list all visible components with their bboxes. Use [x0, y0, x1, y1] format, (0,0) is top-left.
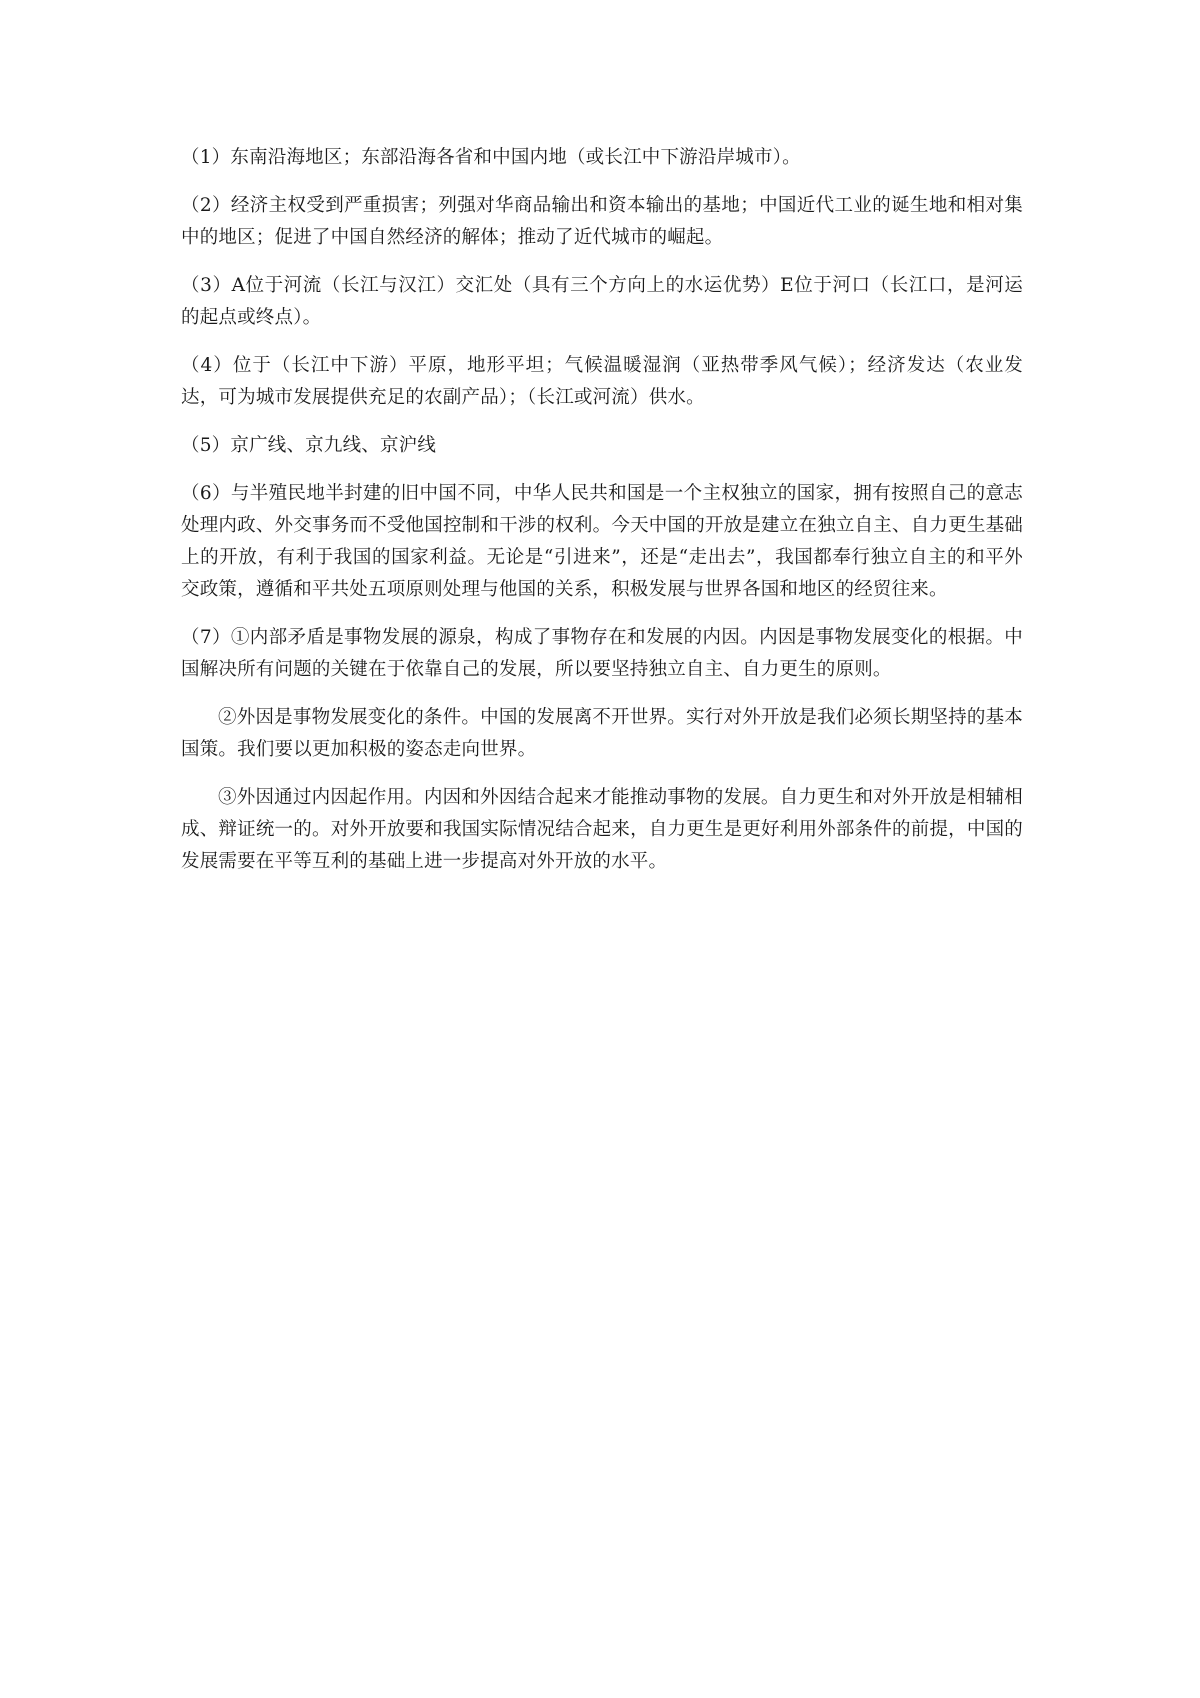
answer-text: 与半殖民地半封建的旧中国不同，中华人民共和国是一个主权独立的国家，拥有按照自己的意志处理内政、外交事务而不受他国控制和干涉的权利。今天中国的开放是建立在独立自主、自力更生基础上的开放，有利于我国的国家利益。无论是“引进来”，还是“走出去”，我国都奉行独立自主的和平外交政策，遵循和平共处五项原则处理与他国的关系，积极发展与世界各国和地区的经贸往来。	[181, 483, 1024, 600]
answer-label: （2）	[181, 195, 231, 216]
answer-document	[181, 142, 1023, 894]
answer-3	[181, 270, 1023, 334]
answer-5	[181, 430, 1023, 462]
answer-text: 东南沿海地区；东部沿海各省和中国内地（或长江中下游沿岸城市）。	[230, 147, 801, 168]
answer-text: 经济主权受到严重损害；列强对华商品输出和资本输出的基地；中国近代工业的诞生地和相对集中的地区；促进了中国自然经济的解体；推动了近代城市的崛起。	[181, 195, 1024, 248]
answer-label: （3）	[181, 275, 232, 296]
answer-6	[181, 478, 1023, 606]
answer-text: A位于河流（长江与汉江）交汇处（具有三个方向上的水运优势）E位于河口（长江口，是河运的起点或终点）。	[181, 275, 1023, 328]
answer-text: 位于（长江中下游）平原，地形平坦；气候温暖湿润（亚热带季风气候）；经济发达（农业发达，可为城市发展提供充足的农副产品）；（长江或河流）供水。	[181, 355, 1023, 408]
answer-text: 京广线、京九线、京沪线	[230, 435, 437, 456]
answer-label: （4）	[181, 355, 233, 376]
answer-4	[181, 350, 1023, 414]
answer-label: （1）	[181, 147, 231, 168]
answer-2	[181, 190, 1023, 254]
answer-label: （6）	[181, 483, 231, 504]
answer-7	[181, 622, 1023, 686]
answer-1	[181, 142, 1023, 174]
answer-7-point-3: ③外因通过内因起作用。内因和外因结合起来才能推动事物的发展。自力更生和对外开放是相辅相成、辩证统一的。对外开放要和我国实际情况结合起来，自力更生是更好利用外部条件的前提，中国的发展需要在平等互利的基础上进一步提高对外开放的水平。	[181, 787, 1023, 872]
answer-text: ①内部矛盾是事物发展的源泉，构成了事物存在和发展的内因。内因是事物发展变化的根据。中国解决所有问题的关键在于依靠自己的发展，所以要坚持独立自主、自力更生的原则。	[181, 627, 1024, 680]
answer-label: （7）	[181, 627, 231, 648]
answer-7-point-2: ②外因是事物发展变化的条件。中国的发展离不开世界。实行对外开放是我们必须长期坚持的基本国策。我们要以更加积极的姿态走向世界。	[181, 707, 1023, 760]
answer-label: （5）	[181, 435, 231, 456]
